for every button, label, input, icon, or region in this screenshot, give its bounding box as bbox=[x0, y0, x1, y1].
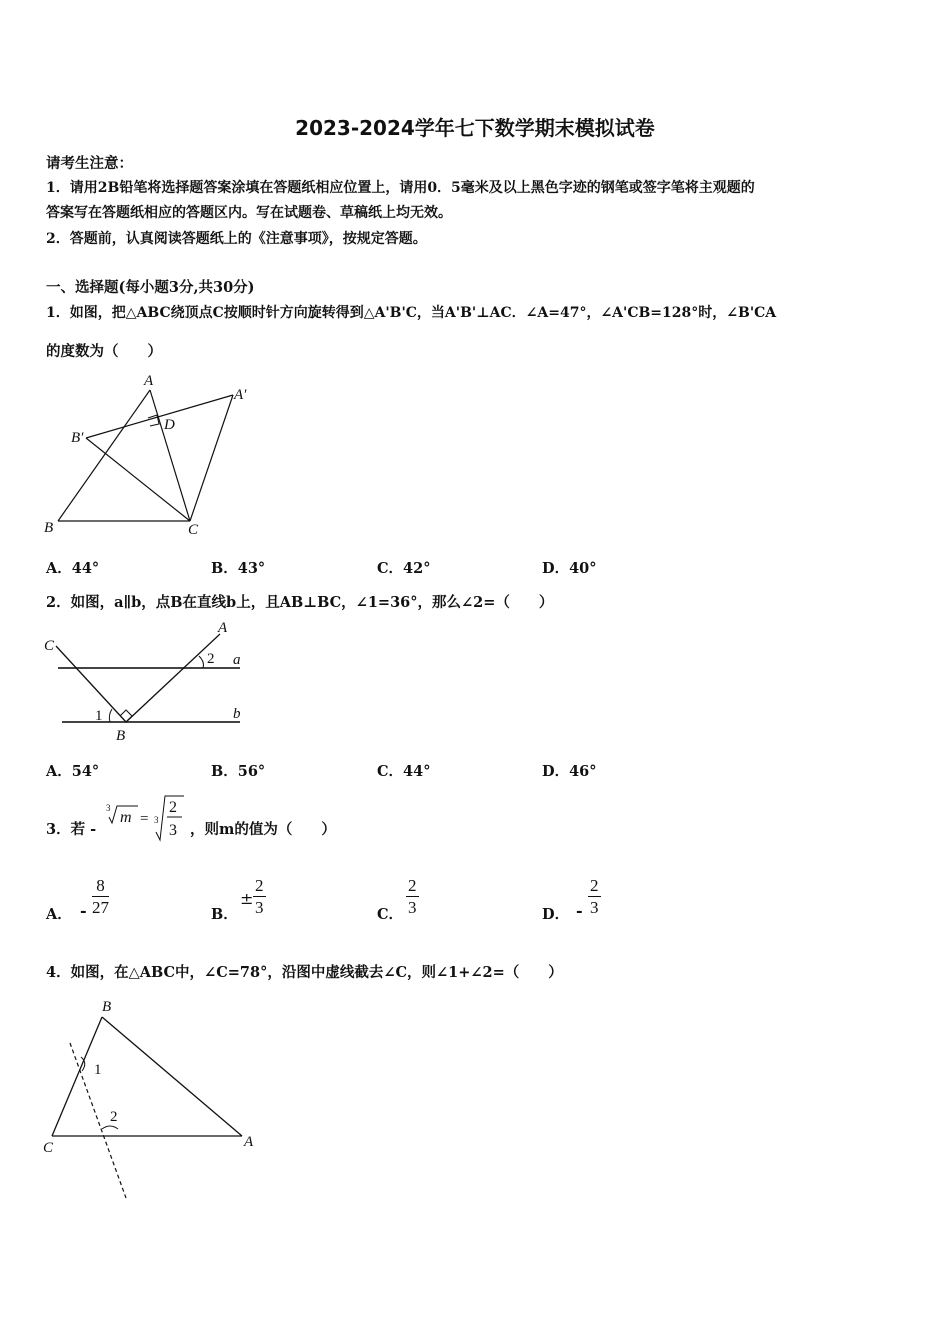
notice-line2: 2．答题前，认真阅读答题纸上的《注意事项》，按规定答题。 bbox=[46, 231, 427, 247]
notice-heading: 请考生注意： bbox=[46, 155, 133, 172]
q2-option-c[interactable]: C．44° bbox=[377, 763, 431, 780]
q4-label-2: 2 bbox=[110, 1109, 118, 1125]
q3-option-d-sign: - bbox=[576, 901, 583, 920]
q3-option-c-letter[interactable]: C． bbox=[377, 906, 404, 923]
q3-option-b-letter[interactable]: B． bbox=[211, 906, 238, 923]
q3-option-a-den: 27 bbox=[92, 898, 109, 917]
q2-label-A: A bbox=[218, 620, 228, 636]
q1-label-B-prime: B′ bbox=[71, 430, 84, 446]
q2-label-b: b bbox=[233, 706, 241, 722]
q3-option-c-num: 2 bbox=[408, 876, 417, 895]
page-title: 2023-2024学年七下数学期末模拟试卷 bbox=[295, 116, 655, 140]
q4-text: 4．如图，在△ABC中，∠C=78°，沿图中虚线截去∠C，则∠1+∠2=（ ） bbox=[46, 964, 563, 981]
q3-option-b-num: 2 bbox=[255, 876, 264, 895]
q3-suffix: ，则m的值为（ ） bbox=[190, 821, 336, 838]
q3-equation bbox=[104, 792, 192, 844]
q2-option-a[interactable]: A．54° bbox=[46, 763, 100, 780]
q3-lhs-m: m bbox=[120, 809, 132, 826]
q3-option-d-num: 2 bbox=[590, 876, 599, 895]
q4-label-1: 1 bbox=[94, 1062, 102, 1078]
q1-label-B: B bbox=[44, 520, 54, 536]
q1-option-c[interactable]: C．42° bbox=[377, 560, 431, 577]
q3-option-a-fraction bbox=[92, 876, 109, 919]
q2-label-a: a bbox=[233, 652, 241, 668]
q3-option-d-letter[interactable]: D． bbox=[542, 906, 570, 923]
q3-option-d-fraction bbox=[588, 876, 601, 919]
q3-rhs-index: 3 bbox=[154, 815, 159, 825]
q3-option-b-den: 3 bbox=[255, 898, 264, 917]
notice-line1: 1．请用2B铅笔将选择题答案涂填在答题纸相应位置上，请用0．5毫米及以上黑色字迹的钢笔或签字笔将主观题的 bbox=[46, 180, 755, 196]
q2-option-b[interactable]: B．56° bbox=[211, 763, 266, 780]
q3-lhs-index: 3 bbox=[106, 803, 111, 813]
q1-option-a[interactable]: A．44° bbox=[46, 560, 100, 577]
q3-equals: = bbox=[140, 811, 149, 827]
q3-rhs-den: 3 bbox=[169, 822, 177, 839]
q1-label-A-prime: A′ bbox=[234, 387, 247, 403]
q2-option-d[interactable]: D．46° bbox=[542, 763, 597, 780]
q1-label-A: A bbox=[144, 373, 154, 389]
q1-text-cont: 的度数为（ ） bbox=[46, 343, 162, 360]
q3-option-d-den: 3 bbox=[590, 898, 599, 917]
q4-figure bbox=[36, 995, 266, 1205]
q3-option-a-num: 8 bbox=[92, 876, 109, 897]
q4-label-A: A bbox=[244, 1134, 254, 1150]
notice-line1b: 答案写在答题纸相应的答题区内。写在试题卷、草稿纸上均无效。 bbox=[46, 205, 452, 221]
q4-label-C: C bbox=[43, 1140, 54, 1156]
section-heading: 一、选择题(每小题3分,共30分) bbox=[46, 279, 255, 296]
q2-label-B: B bbox=[116, 728, 126, 744]
q3-option-c-fraction bbox=[406, 876, 419, 919]
q1-text: 1．如图，把△ABC绕顶点C按顺时针方向旋转得到△A'B'C，当A'B'⊥AC．∠A=47°，∠A'CB=128°时，∠B'CA bbox=[46, 305, 777, 321]
q1-label-C: C bbox=[188, 522, 199, 538]
q1-figure bbox=[40, 368, 270, 540]
q3-prefix: 3．若 - bbox=[46, 821, 97, 838]
q4-label-B: B bbox=[102, 999, 112, 1015]
q1-option-b[interactable]: B．43° bbox=[211, 560, 266, 577]
q3-option-a-sign: - bbox=[80, 901, 87, 920]
q2-label-C: C bbox=[44, 638, 55, 654]
q2-label-1: 1 bbox=[95, 708, 103, 724]
q2-text: 2．如图，a∥b，点B在直线b上，且AB⊥BC，∠1=36°，那么∠2=（ ） bbox=[46, 594, 554, 611]
q3-option-b-sign: ± bbox=[240, 889, 254, 908]
q1-option-d[interactable]: D．40° bbox=[542, 560, 597, 577]
q3-rhs-num: 2 bbox=[169, 799, 177, 816]
q3-option-a-letter[interactable]: A． bbox=[46, 906, 72, 923]
q2-label-2: 2 bbox=[207, 651, 215, 667]
q3-option-c-den: 3 bbox=[408, 898, 417, 917]
q3-option-b-fraction bbox=[253, 876, 266, 919]
q2-figure bbox=[40, 618, 260, 748]
q1-label-D: D bbox=[164, 417, 175, 433]
